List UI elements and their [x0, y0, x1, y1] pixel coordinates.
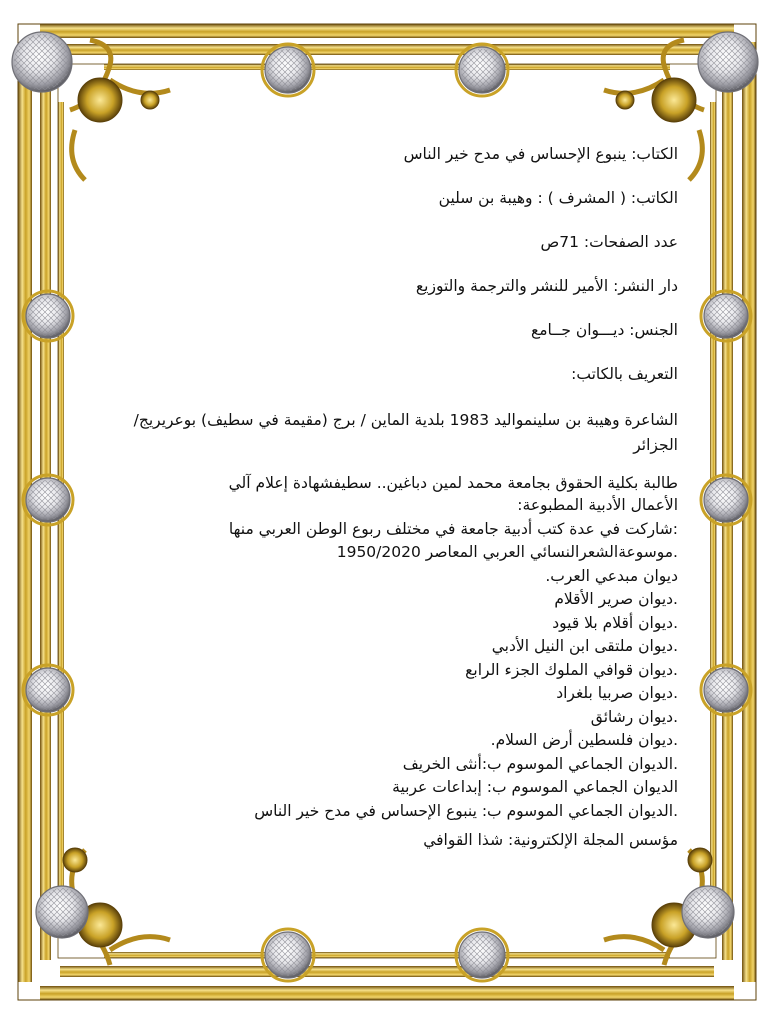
- about-author-heading: التعريف بالكاتب:: [571, 365, 678, 383]
- list-item: .الديوان الجماعي الموسوم ب:أنثى الخريف: [402, 754, 678, 773]
- list-item: الديوان الجماعي الموسوم ب: إبداعات عربية: [392, 778, 678, 796]
- list-item: .الديوان الجماعي الموسوم ب: ينبوع الإحساس في مدح خير الناس: [254, 801, 678, 820]
- book-title-line: الكتاب: ينبوع الإحساس في مدح خير الناس: [403, 145, 678, 163]
- list-item: .ديوان قوافي الملوك الجزء الرابع: [465, 660, 678, 679]
- genre-line: الجنس: ديـــوان جــامع: [530, 321, 678, 339]
- list-item: .ديوان صربيا بلغراد: [556, 684, 678, 702]
- list-item: مؤسس المجلة الإلكترونية: شذا القوافي: [423, 831, 678, 849]
- publisher-line: دار النشر: الأمير للنشر والترجمة والتوزيع: [415, 277, 678, 295]
- works-heading: الأعمال الأدبية المطبوعة:: [517, 496, 678, 514]
- list-item: .ديوان رشائق: [590, 707, 678, 726]
- list-item: .ديوان صرير الأقلام: [554, 590, 678, 608]
- works-list: [112, 494, 678, 853]
- book-info-text: [112, 132, 678, 853]
- list-item: .ديوان أقلام بلا قيود: [552, 613, 678, 632]
- author-line: الكاتب: ( المشرف ) : وهيبة بن سلين: [438, 189, 678, 207]
- list-item: .ديوان ملتقى ابن النيل الأدبي: [491, 637, 678, 655]
- list-item: .موسوعةالشعرالنسائي العربي المعاصر 1950/2020: [336, 543, 678, 561]
- pages-line: عدد الصفحات: 71ص: [540, 233, 678, 251]
- list-item: .ديوان فلسطين أرض السلام.: [490, 731, 678, 749]
- list-item: :شاركت في عدة كتب أدبية جامعة في مختلف ربوع الوطن العربي منها: [228, 519, 678, 538]
- author-bio-birth: الشاعرة وهيبة بن سلينمواليد 1983 بلدية الماين / برج (مقيمة في سطيف) بوعريريج/ الجزائر: [133, 411, 678, 454]
- author-bio-study: طالبة بكلية الحقوق بجامعة محمد لمين دباغين.. سطيفشهادة إعلام آلي: [228, 474, 678, 492]
- list-item: ديوان مبدعي العرب.: [545, 566, 678, 585]
